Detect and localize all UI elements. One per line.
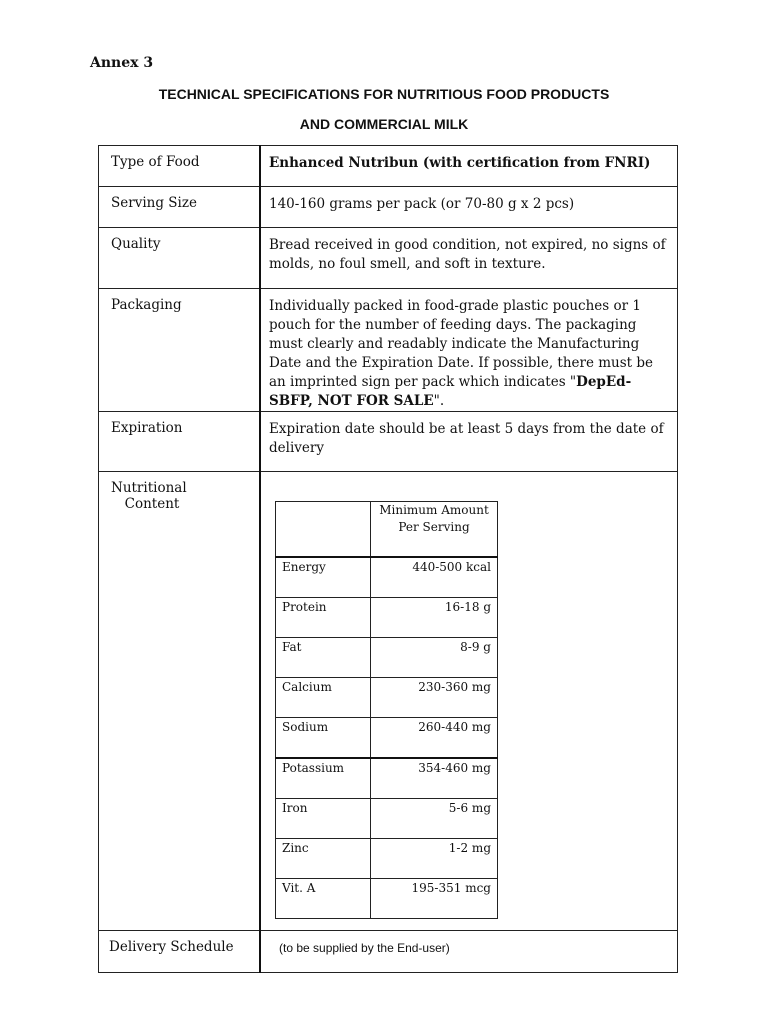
delivery-schedule-text: (to be supplied by the End-user) <box>279 941 450 955</box>
specifications-table <box>98 145 678 973</box>
nutrient-name: Calcium <box>276 678 371 718</box>
table-row-packaging <box>99 289 678 412</box>
nutrient-name: Energy <box>276 557 371 598</box>
nutrient-name: Zinc <box>276 839 371 879</box>
label-nutritional-content <box>99 472 261 931</box>
label-serving-size: Serving Size <box>99 187 261 228</box>
label-expiration: Expiration <box>99 412 261 472</box>
nutrient-name: Sodium <box>276 718 371 759</box>
nutrient-amount: 8-9 g <box>371 638 498 678</box>
nutrient-amount: 440-500 kcal <box>371 557 498 598</box>
table-row <box>276 758 498 799</box>
value-nutritional-content <box>260 472 678 931</box>
value-type-of-food: Enhanced Nutribun (with certification from FNRI) <box>260 146 678 187</box>
value-quality: Bread received in good condition, not expired, no signs of molds, no foul smell, and soft in texture. <box>260 228 678 289</box>
nutrient-amount: 16-18 g <box>371 598 498 638</box>
table-row-expiration <box>99 412 678 472</box>
table-row-quality <box>99 228 678 289</box>
nutrient-amount: 230-360 mg <box>371 678 498 718</box>
nutrient-amount: 354-460 mg <box>371 758 498 799</box>
label-delivery-schedule: Delivery Schedule <box>99 931 261 973</box>
document-title-line1: TECHNICAL SPECIFICATIONS FOR NUTRITIOUS FOOD PRODUCTS <box>158 86 610 102</box>
nutrition-header-line2: Per Serving <box>398 520 470 534</box>
nutrition-header-amount <box>371 502 498 558</box>
table-row-type-of-food <box>99 146 678 187</box>
nutrition-table <box>275 501 498 919</box>
label-nutritional-line1: Nutritional <box>111 480 187 496</box>
nutrient-amount: 195-351 mcg <box>371 879 498 919</box>
value-delivery-schedule <box>260 931 678 973</box>
nutrition-header-blank <box>276 502 371 558</box>
table-row <box>276 839 498 879</box>
value-serving-size: 140-160 grams per pack (or 70-80 g x 2 pcs) <box>260 187 678 228</box>
table-row <box>276 879 498 919</box>
table-row-nutritional-content <box>99 472 678 931</box>
nutrient-name: Iron <box>276 799 371 839</box>
label-quality: Quality <box>99 228 261 289</box>
table-row <box>276 799 498 839</box>
nutrient-amount: 5-6 mg <box>371 799 498 839</box>
nutrient-name: Vit. A <box>276 879 371 919</box>
table-row <box>276 598 498 638</box>
table-row-serving-size <box>99 187 678 228</box>
table-row-delivery-schedule <box>99 931 678 973</box>
nutrition-header-row <box>276 502 498 558</box>
label-nutritional-line2: Content <box>124 496 180 512</box>
nutrient-name: Potassium <box>276 758 371 799</box>
nutrient-name: Protein <box>276 598 371 638</box>
packaging-imprint-text: DepEd-SBFP, NOT FOR SALE <box>269 374 632 409</box>
annex-label: Annex 3 <box>90 55 154 71</box>
value-expiration: Expiration date should be at least 5 days from the date of delivery <box>260 412 678 472</box>
nutrient-name: Fat <box>276 638 371 678</box>
label-type-of-food: Type of Food <box>99 146 261 187</box>
label-packaging: Packaging <box>99 289 261 412</box>
table-row <box>276 638 498 678</box>
packaging-text-end: ". <box>433 393 445 409</box>
nutrient-amount: 1-2 mg <box>371 839 498 879</box>
nutrient-amount: 260-440 mg <box>371 718 498 759</box>
document-title-line2: AND COMMERCIAL MILK <box>299 116 469 132</box>
table-row <box>276 678 498 718</box>
packaging-text: Individually packed in food-grade plastic pouches or 1 pouch for the number of feeding days. The packaging must clearly and readably indicate the Manufacturing Date and the Expiration Date. If possible, there must be an imprinted sign per pack which indicates " <box>269 298 654 390</box>
value-packaging <box>260 289 678 412</box>
nutrition-header-line1: Minimum Amount <box>379 503 489 517</box>
table-row <box>276 557 498 598</box>
table-row <box>276 718 498 759</box>
